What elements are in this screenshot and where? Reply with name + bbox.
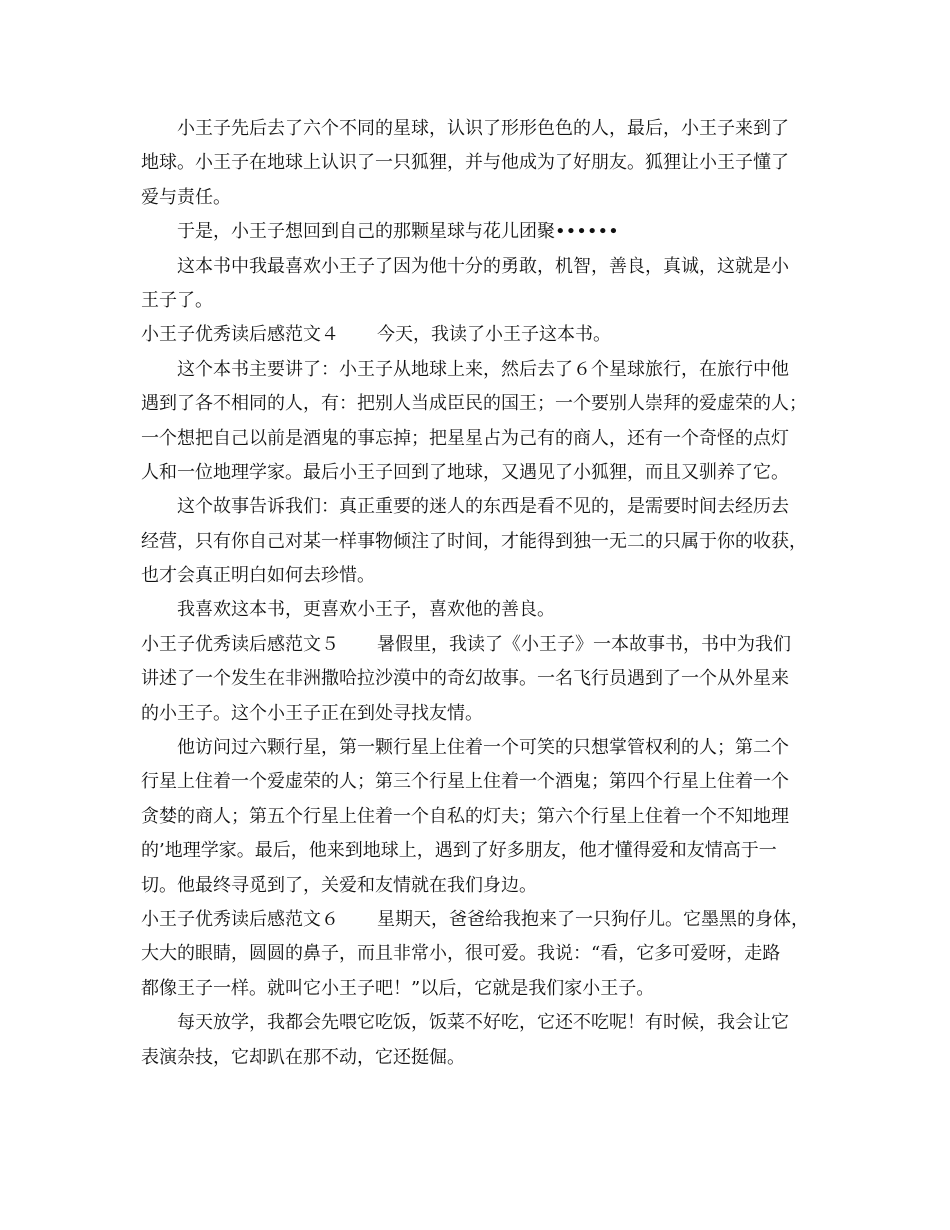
text-line: 这个本书主要讲了：小王子从地球上来，然后去了６个星球旅行，在旅行中他 bbox=[177, 358, 789, 380]
section-heading-line bbox=[141, 903, 821, 937]
text-line: 于是，小王子想回到自己的那颗星球与花儿团聚•••••• bbox=[177, 221, 619, 243]
text-line: 的’地理学家。最后，他来到地球上，遇到了好多朋友，他才懂得爱和友情高于一 bbox=[141, 840, 777, 862]
text-line: 地球。小王子在地球上认识了一只狐狸，并与他成为了好朋友。狐狸让小王子懂了 bbox=[141, 152, 789, 174]
text-line: 他访问过六颗行星，第一颗行星上住着一个可笑的只想掌管权利的人；第二个 bbox=[177, 737, 789, 759]
text-line: 经营，只有你自己对某一样事物倾注了时间，才能得到独一无二的只属于你的收获， bbox=[141, 530, 807, 552]
text-line: 遇到了各不相同的人，有：把别人当成臣民的国王；一个要别人崇拜的爱虚荣的人； bbox=[141, 393, 807, 415]
text-line: 我喜欢这本书，更喜欢小王子，喜欢他的善良。 bbox=[177, 599, 555, 621]
text-line: 切。他最终寻觅到了，关爱和友情就在我们身边。 bbox=[141, 874, 537, 896]
text-line: 小王子先后去了六个不同的星球，认识了形形色色的人，最后，小王子来到了 bbox=[177, 118, 789, 139]
text-line: 一个想把自己以前是酒鬼的事忘掉；把星星占为己有的商人，还有一个奇怪的点灯 bbox=[141, 427, 789, 449]
text-line: 王子了。 bbox=[141, 289, 213, 311]
text-line: 也才会真正明白如何去珍惜。 bbox=[141, 565, 375, 587]
text-line: 这本书中我最喜欢小王子了因为他十分的勇敢，机智，善良，真诚，这就是小 bbox=[177, 255, 789, 277]
text-line: 大大的眼睛，圆圆的鼻子，而且非常小，很可爱。我说：“看，它多可爱呀，走路 bbox=[141, 943, 781, 965]
section-heading-line bbox=[141, 628, 821, 662]
text-line: 都像王子一样。就叫它小王子吧！”以后，它就是我们家小王子。 bbox=[141, 977, 655, 999]
section-heading: 小王子优秀读后感范文４ bbox=[141, 324, 339, 346]
text-line: 爱与责任。 bbox=[141, 186, 231, 208]
section-first-text: 星期天，爸爸给我抱来了一只狗仔儿。它墨黑的身体， bbox=[377, 908, 809, 930]
text-line: 讲述了一个发生在非洲撒哈拉沙漠中的奇幻故事。一名飞行员遇到了一个从外星来 bbox=[141, 668, 789, 690]
section-heading: 小王子优秀读后感范文６ bbox=[141, 908, 339, 930]
text-line: 的小王子。这个小王子正在到处寻找友情。 bbox=[141, 702, 483, 724]
text-line: 这个故事告诉我们：真正重要的迷人的东西是看不见的，是需要时间去经历去 bbox=[177, 496, 789, 518]
text-line: 人和一位地理学家。最后小王子回到了地球，又遇见了小狐狸，而且又驯养了它。 bbox=[141, 461, 789, 483]
section-first-text: 暑假里，我读了《小王子》一本故事书，书中为我们 bbox=[377, 633, 791, 655]
text-line: 每天放学，我都会先喂它吃饭，饭菜不好吃，它还不吃呢！有时候，我会让它 bbox=[177, 1012, 789, 1034]
section-first-text: 今天，我读了小王子这本书。 bbox=[377, 324, 611, 346]
section-heading: 小王子优秀读后感范文５ bbox=[141, 633, 339, 655]
section-heading-line bbox=[141, 318, 821, 352]
document-body bbox=[141, 112, 821, 1075]
text-line: 表演杂技，它却趴在那不动，它还挺倔。 bbox=[141, 1046, 465, 1068]
text-line: 行星上住着一个爱虚荣的人；第三个行星上住着一个酒鬼；第四个行星上住着一个 bbox=[141, 771, 789, 793]
text-line: 贪婪的商人；第五个行星上住着一个自私的灯夫；第六个行星上住着一个不知地理 bbox=[141, 805, 789, 827]
